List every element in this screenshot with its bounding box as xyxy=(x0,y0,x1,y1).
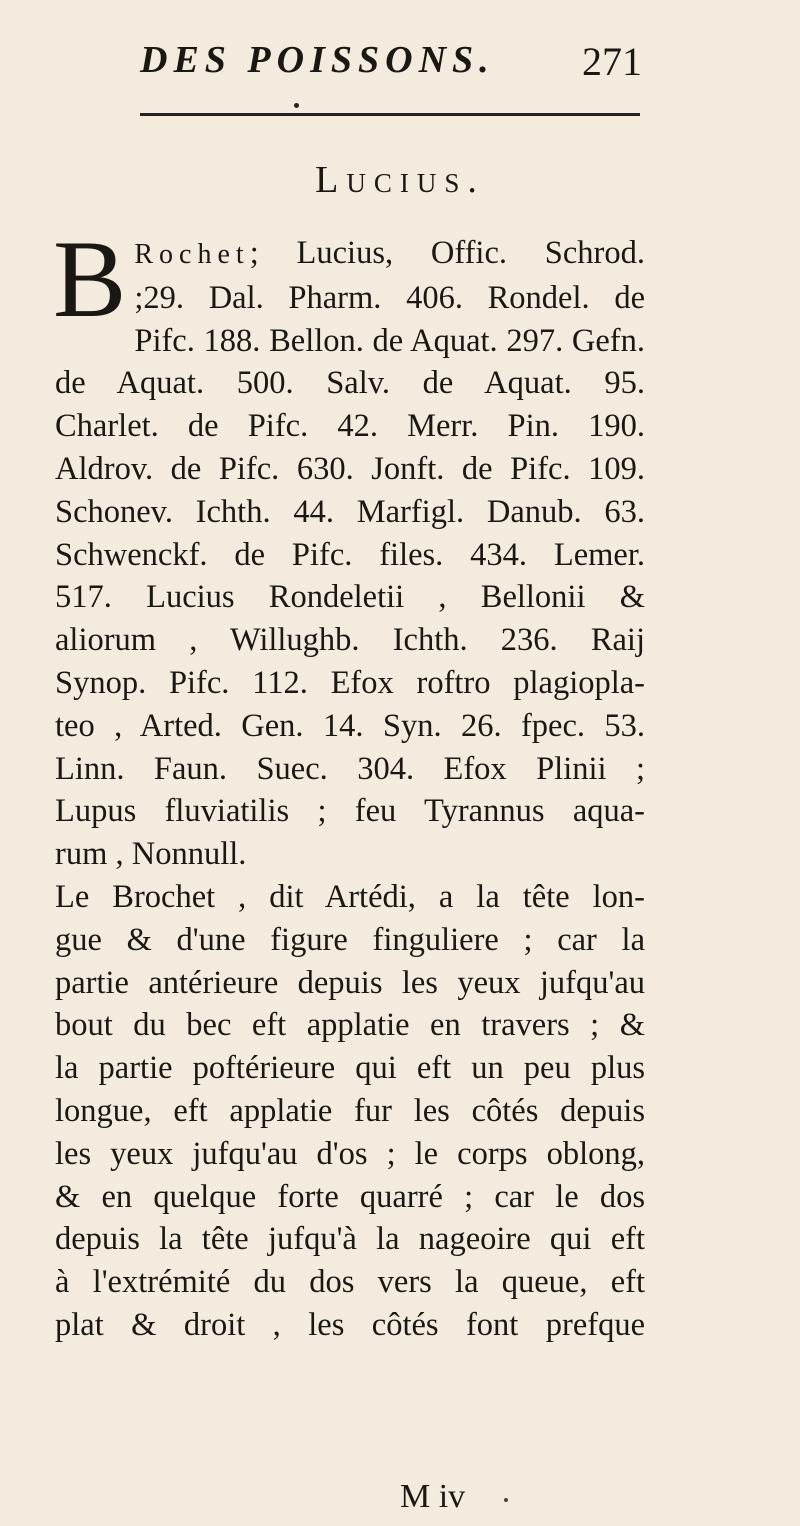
description-line: & en quelque forte quarré ; car le dos xyxy=(55,1178,645,1215)
entry-head-caps: Rochet xyxy=(134,239,250,270)
entry-line: teo , Arted. Gen. 14. Syn. 26. fpec. 53. xyxy=(55,707,645,744)
entry-line: de Aquat. 500. Salv. de Aquat. 95. xyxy=(55,365,645,402)
description-line: plat & droit , les côtés font prefque xyxy=(55,1306,645,1343)
entry-first-line-rest: ; Lucius, Offic. Schrod. xyxy=(249,235,645,271)
header-rule xyxy=(140,113,640,116)
body-text xyxy=(53,218,645,1347)
signature-mark: M iv xyxy=(400,1478,466,1515)
rule-ornament xyxy=(294,103,299,108)
entry-line: Linn. Faun. Suec. 304. Efox Plinii ; xyxy=(55,750,645,787)
ink-speck xyxy=(504,1498,508,1502)
entry-line: Synop. Pifc. 112. Efox roftro plagiopla- xyxy=(55,664,645,701)
description-line: depuis la tête jufqu'à la nageoire qui eft xyxy=(55,1221,645,1258)
entry-line: Pifc. 188. Bellon. de Aquat. 297. Gefn. xyxy=(134,322,645,359)
entry-line: Schonev. Ichth. 44. Marfigl. Danub. 63. xyxy=(55,493,645,530)
entry-line: Lupus fluviatilis ; feu Tyrannus aqua- xyxy=(55,793,645,830)
description-line: les yeux jufqu'au d'os ; le corps oblong, xyxy=(55,1135,645,1172)
running-title: DES POISSONS. xyxy=(140,39,495,81)
entry-first-line xyxy=(55,232,645,277)
entry-line: aliorum , Willughb. Ichth. 236. Raij xyxy=(55,622,645,659)
description-line: partie antérieure depuis les yeux jufqu'au xyxy=(55,964,645,1001)
entry-line: Aldrov. de Pifc. 630. Jonft. de Pifc. 109. xyxy=(55,450,645,487)
description-line: la partie poftérieure qui eft un peu plus xyxy=(55,1050,645,1087)
entry-line: ;29. Dal. Pharm. 406. Rondel. de xyxy=(134,279,645,316)
description-line: bout du bec eft applatie en travers ; & xyxy=(55,1007,645,1044)
entry-line: Charlet. de Pifc. 42. Merr. Pin. 190. xyxy=(55,408,645,445)
description-line: gue & d'une figure finguliere ; car la xyxy=(55,921,645,958)
running-head xyxy=(140,38,660,98)
page-number: 271 xyxy=(582,39,642,84)
section-title: Lucius. xyxy=(315,159,485,201)
entry-line: 517. Lucius Rondeletii , Bellonii & xyxy=(55,579,645,616)
description-line: à l'extrémité du dos vers la queue, eft xyxy=(55,1264,645,1301)
entry-line: rum , Nonnull. xyxy=(55,836,247,873)
entry-line: Schwenckf. de Pifc. files. 434. Lemer. xyxy=(55,536,645,573)
description-line: Le Brochet , dit Artédi, a la tête lon- xyxy=(55,878,645,915)
description-line: longue, eft applatie fur les côtés depuis xyxy=(55,1092,645,1129)
drop-cap: B xyxy=(53,218,127,340)
